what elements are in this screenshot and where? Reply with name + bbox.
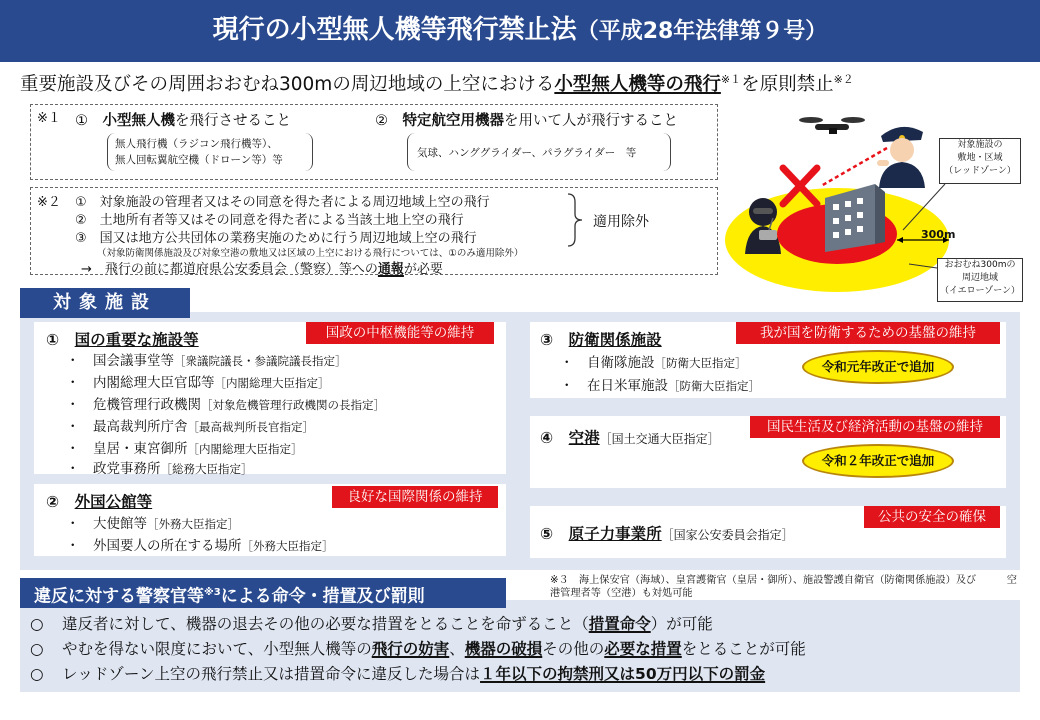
violation-line-2-mid1: 、 — [449, 640, 465, 658]
lead-text — [20, 70, 1020, 96]
violation-line-2-em2: 機器の破損 — [464, 640, 543, 658]
violation-line-2-mid2: その他の — [542, 640, 605, 658]
card2-num: ② — [46, 493, 60, 511]
card1-item-5: ・ 皇居・東宮御所［内閣総理大臣指定］ — [66, 441, 303, 457]
note1-item2-rest: を用いて人が飛行すること — [504, 113, 678, 129]
target-card-3 — [530, 322, 1006, 398]
card3-num: ③ — [540, 331, 554, 349]
violation-line-1 — [30, 612, 713, 634]
violations-header — [20, 578, 506, 608]
lead-mark2: ※２ — [833, 72, 854, 86]
card3-item-1-name: 自衛隊施設 — [587, 355, 655, 371]
note2-arrow-post: が必要 — [403, 262, 443, 277]
violation-line-2-post: をとることが可能 — [681, 640, 806, 658]
card1-item-3-name: 危機管理行政機関 — [93, 397, 201, 413]
note1-item1-rest: を飛行させること — [175, 113, 291, 129]
red-zone-text3: （レッドゾーン） — [944, 166, 1016, 176]
note1-item1-em: 小型無人機 — [102, 113, 175, 129]
card3-title — [540, 328, 662, 350]
card4-label: 国民生活及び経済活動の基盤の維持 — [750, 416, 1000, 438]
brace-icon — [565, 192, 585, 248]
note2-exception: 適用除外 — [593, 214, 649, 230]
card1-title — [46, 328, 199, 350]
violation-line-1-post: ）が可能 — [650, 615, 713, 633]
card1-item-2-name: 内閣総理大臣官邸等 — [93, 375, 215, 391]
violations-header-pre: 違反に対する警察官等 — [34, 586, 204, 607]
card4-note: ［国土交通大臣指定］ — [599, 432, 720, 446]
card1-item-1-name: 国会議事堂等 — [93, 353, 174, 369]
note1-item1-ex2: 無人回転翼航空機（ドローン等）等 — [115, 154, 283, 166]
card5-title-text: 原子力事業所 — [568, 525, 662, 543]
card1-item-2-note: ［内閣総理大臣指定］ — [214, 376, 330, 390]
card2-item-2-name: 外国要人の所在する場所 — [93, 538, 242, 554]
violation-line-3-pre: レッドゾーン上空の飛行禁止又は措置命令に違反した場合は — [62, 665, 481, 683]
note2-box — [30, 187, 718, 275]
violations-header-mark: ※3 — [204, 587, 221, 598]
violation-line-2-em3: 必要な措置 — [604, 640, 682, 658]
violation-line-3 — [30, 662, 765, 684]
card3-title-text: 防衛関係施設 — [568, 331, 662, 349]
card2-item-1: ・ 大使館等［外務大臣指定］ — [66, 516, 239, 532]
violations-header-post: による命令・措置及び罰則 — [220, 586, 425, 607]
card1-item-5-note: ［内閣総理大臣指定］ — [187, 442, 303, 456]
card4-title-text: 空港 — [568, 429, 600, 447]
note1-item2 — [375, 109, 678, 130]
card2-label: 良好な国際関係の維持 — [332, 486, 498, 508]
card2-item-2-note: ［外務大臣指定］ — [241, 539, 334, 553]
note1-item1 — [75, 109, 291, 130]
violation-line-1-pre: 違反者に対して、機器の退去その他の必要な措置をとることを命ずること（ — [62, 615, 589, 633]
card1-item-4-name: 最高裁判所庁舎 — [93, 419, 188, 435]
note2-small-note: （対象防衛関係施設及び対象空港の敷地又は区域の上空における飛行については、①のみ適用除外） — [97, 248, 524, 259]
card2-item-2: ・ 外国要人の所在する場所［外務大臣指定］ — [66, 538, 334, 554]
card5-title — [540, 522, 794, 544]
card2-item-1-name: 大使館等 — [93, 516, 147, 532]
title-sub: （平成28年法律第９号） — [576, 19, 828, 44]
card1-item-6: ・ 政党事務所［総務大臣指定］ — [66, 461, 253, 477]
targets-header: 対象施設 — [20, 288, 190, 318]
card1-item-4-note: ［最高裁判所長官指定］ — [187, 420, 314, 434]
card3-item-1: ・ 自衛隊施設［防衛大臣指定］ — [560, 355, 747, 371]
card1-item-2: ・ 内閣総理大臣官邸等［内閣総理大臣指定］ — [66, 375, 330, 391]
bullet-1: ○ — [30, 615, 44, 633]
note2-arrow-pre: → 飛行の前に都道府県公安委員会（警察）等への — [81, 262, 378, 277]
target-card-5 — [530, 506, 1006, 558]
target-card-4 — [530, 416, 1006, 488]
note2-mark: ※２ — [37, 195, 61, 210]
yellow-zone-text2: 周辺地域 — [961, 273, 998, 283]
violation-line-1-em: 措置命令 — [588, 615, 651, 633]
card1-num: ① — [46, 331, 60, 349]
card1-item-5-name: 皇居・東宮御所 — [93, 441, 188, 457]
note1-box — [30, 104, 718, 180]
title-bar — [0, 0, 1040, 62]
bullet-3: ○ — [30, 665, 44, 683]
note2-arrow-em: 通報 — [377, 262, 404, 277]
card4-num: ④ — [540, 429, 554, 447]
yellow-zone-text1: おおむね300mの — [944, 260, 1016, 270]
card1-title-text: 国の重要な施設等 — [74, 331, 199, 349]
card3-item-2-name: 在日米軍施設 — [587, 378, 668, 394]
card1-item-1: ・ 国会議事堂等［衆議院議長・参議院議長指定］ — [66, 353, 347, 369]
card3-item-2-note: ［防衛大臣指定］ — [668, 379, 760, 393]
target-card-2 — [34, 484, 506, 556]
note1-item2-ex: 気球、ハンググライダー、パラグライダー 等 — [417, 147, 637, 159]
card5-note: ［国家公安委員会指定］ — [661, 528, 794, 542]
lead-mid: を原則禁止 — [741, 74, 834, 95]
target-card-1 — [34, 322, 506, 477]
note2-item3: ③ 国又は地方公共団体の業務実施のために行う周辺地域上空の飛行 — [75, 231, 477, 246]
bullet-2: ○ — [30, 640, 44, 658]
yellow-zone-text3: （イエローゾーン） — [939, 286, 1021, 296]
violations-note: ※３ 海上保安官（海域）、皇宮護衛官（皇居・御所）、施設警護自衛官（防衛関係施設）及び 空港管理者等（空港）も対処可能 — [550, 575, 1017, 599]
card1-item-4: ・ 最高裁判所庁舎［最高裁判所長官指定］ — [66, 419, 314, 435]
card2-title — [46, 490, 152, 512]
card1-item-6-note: ［総務大臣指定］ — [160, 462, 253, 476]
violation-line-2-pre: やむを得ない限度において、小型無人機等の — [62, 640, 372, 658]
note1-item2-em: 特定航空用機器 — [402, 113, 504, 129]
note1-mark: ※１ — [37, 111, 61, 126]
zone-illustration — [725, 104, 1030, 300]
note1-item1-num: ① — [75, 113, 88, 129]
red-zone-text1: 対象施設の — [957, 140, 1003, 150]
card4-title — [540, 426, 720, 448]
note1-item2-num: ② — [375, 113, 388, 129]
note1-item1-ex1: 無人飛行機（ラジコン飛行機等）、 — [115, 138, 278, 150]
violation-line-2-em1: 飛行の妨害 — [371, 640, 450, 658]
note2-arrow-line — [81, 258, 443, 277]
page-title — [0, 0, 1040, 62]
card1-label: 国政の中枢機能等の維持 — [306, 322, 494, 344]
card3-item-2: ・ 在日米軍施設［防衛大臣指定］ — [560, 378, 760, 394]
violation-line-3-em: １年以下の拘禁刑又は50万円以下の罰金 — [480, 665, 766, 683]
distance-label: 300m — [921, 228, 956, 241]
card2-item-1-note: ［外務大臣指定］ — [147, 517, 239, 531]
note2-item1: ① 対象施設の管理者又はその同意を得た者による周辺地域上空の飛行 — [75, 195, 490, 210]
card2-title-text: 外国公館等 — [74, 493, 153, 511]
card3-item-1-note: ［防衛大臣指定］ — [654, 356, 747, 370]
card1-item-3-note: ［対象危機管理行政機関の長指定］ — [201, 398, 385, 412]
yellow-zone-callout — [937, 258, 1023, 302]
card1-item-1-note: ［衆議院議長・参議院議長指定］ — [174, 354, 347, 368]
lead-mark1: ※１ — [720, 72, 742, 86]
card3-amendment-badge: 令和元年改正で追加 — [802, 350, 954, 384]
red-zone-text2: 敷地・区域 — [957, 153, 1003, 163]
card5-num: ⑤ — [540, 525, 554, 543]
card5-label: 公共の安全の確保 — [864, 506, 1000, 528]
card3-label: 我が国を防衛するための基盤の維持 — [736, 322, 1000, 344]
card4-amendment-badge: 令和２年改正で追加 — [802, 444, 954, 478]
lead-pre: 重要施設及びその周囲おおむね300mの周辺地域の上空における — [20, 74, 555, 95]
violation-line-2 — [30, 637, 806, 659]
title-main: 現行の小型無人機等飛行禁止法 — [212, 15, 577, 45]
card1-item-3: ・ 危機管理行政機関［対象危機管理行政機関の長指定］ — [66, 397, 385, 413]
lead-emphasis: 小型無人機等の飛行 — [554, 74, 721, 95]
card1-item-6-name: 政党事務所 — [93, 461, 161, 477]
note2-item2: ② 土地所有者等又はその同意を得た者による当該土地上空の飛行 — [75, 213, 464, 228]
